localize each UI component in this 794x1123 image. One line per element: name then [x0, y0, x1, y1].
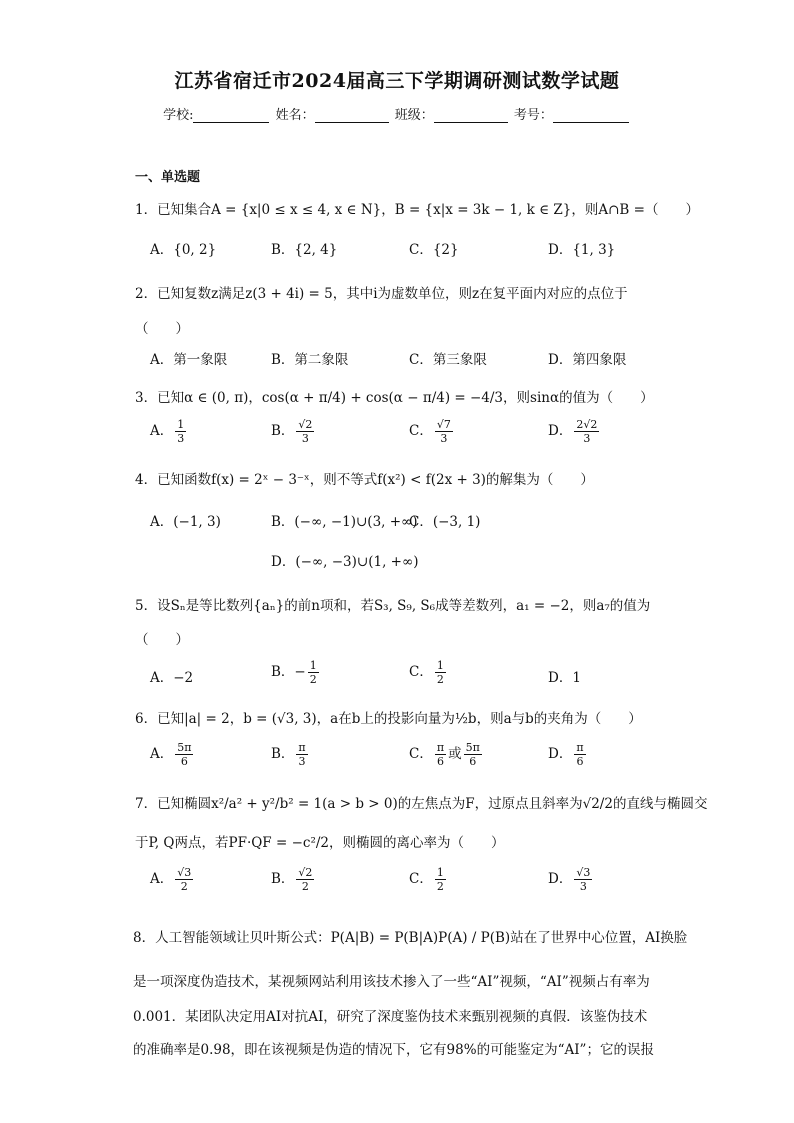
name-blank[interactable] [315, 108, 389, 123]
q6-d-den: 6 [576, 755, 584, 768]
q7-c-fraction [435, 866, 446, 893]
question-7-stem: 7．已知椭圆x²/a² + y²/b² = 1(a > b > 0)的左焦点为F，过原点且斜率为√2/2的直线与椭圆交 [135, 796, 708, 812]
q5-c-num: 1 [436, 659, 444, 672]
q7-c-label: C． [409, 871, 433, 887]
q6-a-den: 6 [180, 755, 188, 768]
page-title: 江苏省宿迁市2024届高三下学期调研测试数学试题 [174, 70, 620, 92]
q7-a-num: √3 [177, 866, 192, 879]
q5-option-c[interactable] [409, 659, 448, 686]
question-8-line-1: 8．人工智能领域让贝叶斯公式：P(A|B) = P(B|A)P(A) / P(B)站在了世界中心位置，AI换脸 [133, 930, 688, 946]
q6-a-fraction [175, 741, 193, 768]
q7-b-fraction [296, 866, 314, 893]
question-6-stem: 6．已知|a| = 2，b = (√3, 3)，a在b上的投影向量为½b，则a与b的夹角为（ ） [135, 711, 642, 727]
q3-option-d[interactable] [548, 418, 601, 445]
q6-c-fraction-1 [435, 741, 446, 768]
q7-d-label: D． [548, 871, 573, 887]
q5-b-num: 1 [309, 659, 317, 672]
q5-c-den: 2 [436, 673, 444, 686]
student-info-line [0, 104, 794, 123]
q3-d-den: 3 [583, 432, 591, 445]
q3-c-num: √7 [436, 418, 451, 431]
q3-a-fraction [175, 418, 186, 445]
school-label: 学校: [163, 108, 194, 123]
q7-option-c[interactable] [409, 866, 448, 893]
q6-a-num: 5π [177, 741, 192, 754]
q7-option-d[interactable] [548, 866, 594, 893]
question-8-line-4: 的准确率是0.98，即在该视频是伪造的情况下，它有98%的可能鉴定为“AI”；它的误报 [133, 1042, 654, 1058]
q6-a-label: A． [150, 746, 174, 762]
question-5-stem: 5．设Sₙ是等比数列{aₙ}的前n项和，若S₃, S₉, S₆成等差数列，a₁ = −2，则a₇的值为 [135, 598, 651, 614]
q6-d-num: π [576, 741, 584, 754]
q2-option-c[interactable]: C．第三象限 [409, 352, 487, 368]
q2-option-b[interactable]: B．第二象限 [271, 352, 349, 368]
school-blank[interactable] [193, 108, 269, 123]
name-label: 姓名： [275, 108, 315, 123]
q3-option-b[interactable] [271, 418, 316, 445]
q7-b-num: √2 [298, 866, 313, 879]
q3-b-fraction [296, 418, 314, 445]
question-1-stem: 1．已知集合A = {x|0 ≤ x ≤ 4, x ∈ N}，B = {x|x = 3k − 1, k ∈ Z}，则A∩B =（ ） [135, 202, 699, 218]
q7-option-a[interactable] [150, 866, 195, 893]
q3-b-label: B． [271, 423, 295, 439]
q7-c-num: 1 [436, 866, 444, 879]
q7-b-den: 2 [301, 880, 309, 893]
class-blank[interactable] [434, 108, 508, 123]
number-blank[interactable] [553, 108, 629, 123]
q7-c-den: 2 [436, 880, 444, 893]
question-2-stem: 2．已知复数z满足z(3 + 4i) = 5，其中i为虚数单位，则z在复平面内对应的点位于 [135, 286, 628, 302]
q7-a-fraction [175, 866, 193, 893]
q5-c-label: C． [409, 664, 433, 680]
q2-option-a[interactable]: A．第一象限 [150, 352, 228, 368]
question-4-stem: 4．已知函数f(x) = 2ˣ − 3⁻ˣ，则不等式f(x²) < f(2x + 3)的解集为（ ） [135, 472, 594, 488]
q5-option-d[interactable]: D．1 [548, 670, 581, 686]
q3-d-label: D． [548, 423, 573, 439]
question-8-line-2: 是一项深度伪造技术，某视频网站利用该技术掺入了一些“AI”视频，“AI”视频占有率为 [133, 974, 650, 990]
q6-option-a[interactable] [150, 741, 195, 768]
q3-c-den: 3 [440, 432, 448, 445]
q6-option-c[interactable] [409, 741, 484, 768]
q7-option-b[interactable] [271, 866, 316, 893]
q6-c-den-1: 6 [436, 755, 444, 768]
q3-option-c[interactable] [409, 418, 455, 445]
question-2-paren: （ ） [135, 321, 189, 337]
section-heading: 一、单选题 [135, 170, 201, 185]
q3-a-den: 3 [177, 432, 185, 445]
q5-b-den: 2 [309, 673, 317, 686]
q7-d-fraction [574, 866, 592, 893]
q3-d-fraction [574, 418, 599, 445]
q6-c-num-2: 5π [465, 741, 480, 754]
q3-option-a[interactable] [150, 418, 188, 445]
q6-b-num: π [298, 741, 306, 754]
q4-option-b[interactable]: B．(−∞, −1)∪(3, +∞) [271, 514, 418, 530]
q6-d-label: D． [548, 746, 573, 762]
q3-a-label: A． [150, 423, 174, 439]
q6-b-fraction [296, 741, 307, 768]
q5-c-fraction [435, 659, 446, 686]
question-8-line-3: 0.001．某团队决定用AI对抗AI，研究了深度鉴伪技术来甄别视频的真假．该鉴伪技术 [133, 1009, 648, 1025]
q7-d-den: 3 [579, 880, 587, 893]
q1-option-d[interactable]: D．{1, 3} [548, 242, 616, 258]
question-5-paren: （ ） [135, 632, 189, 648]
q6-c-fraction-2 [464, 741, 482, 768]
q5-option-b[interactable] [271, 659, 321, 686]
q6-b-den: 3 [298, 755, 306, 768]
q4-option-d[interactable]: D．(−∞, −3)∪(1, +∞) [271, 554, 419, 570]
q4-option-a[interactable]: A．(−1, 3) [150, 514, 221, 530]
q3-b-den: 3 [301, 432, 309, 445]
q3-d-num: 2√2 [576, 418, 598, 431]
q7-b-label: B． [271, 871, 295, 887]
q5-b-fraction [308, 659, 319, 686]
q2-option-d[interactable]: D．第四象限 [548, 352, 627, 368]
q1-option-a[interactable]: A．{0, 2} [150, 242, 217, 258]
q7-a-label: A． [150, 871, 174, 887]
q6-c-label: C． [409, 746, 433, 762]
question-7-stem-2: 于P, Q两点，若PF·QF = −c²/2，则椭圆的离心率为（ ） [135, 835, 505, 851]
q1-option-c[interactable]: C．{2} [409, 242, 459, 258]
q6-c-or: 或 [448, 746, 462, 762]
q7-d-num: √3 [576, 866, 591, 879]
q5-b-label: B．− [271, 664, 306, 680]
q6-c-num-1: π [436, 741, 445, 754]
q3-b-num: √2 [298, 418, 313, 431]
class-label: 班级： [394, 108, 434, 123]
q3-c-fraction [435, 418, 453, 445]
q7-a-den: 2 [180, 880, 188, 893]
q3-a-num: 1 [177, 418, 185, 431]
q3-c-label: C． [409, 423, 433, 439]
q6-option-b[interactable] [271, 741, 310, 768]
q6-option-d[interactable] [548, 741, 588, 768]
q1-option-b[interactable]: B．{2, 4} [271, 242, 338, 258]
number-label: 考号： [513, 108, 553, 123]
q4-option-c[interactable]: C．(−3, 1) [409, 514, 481, 530]
q5-option-a[interactable]: A．−2 [150, 670, 194, 686]
q6-b-label: B． [271, 746, 295, 762]
q6-c-den-2: 6 [469, 755, 477, 768]
question-3-stem: 3．已知α ∈ (0, π)，cos(α + π/4) + cos(α − π/4) = −4/3，则sinα的值为（ ） [135, 390, 654, 406]
q6-d-fraction [574, 741, 585, 768]
